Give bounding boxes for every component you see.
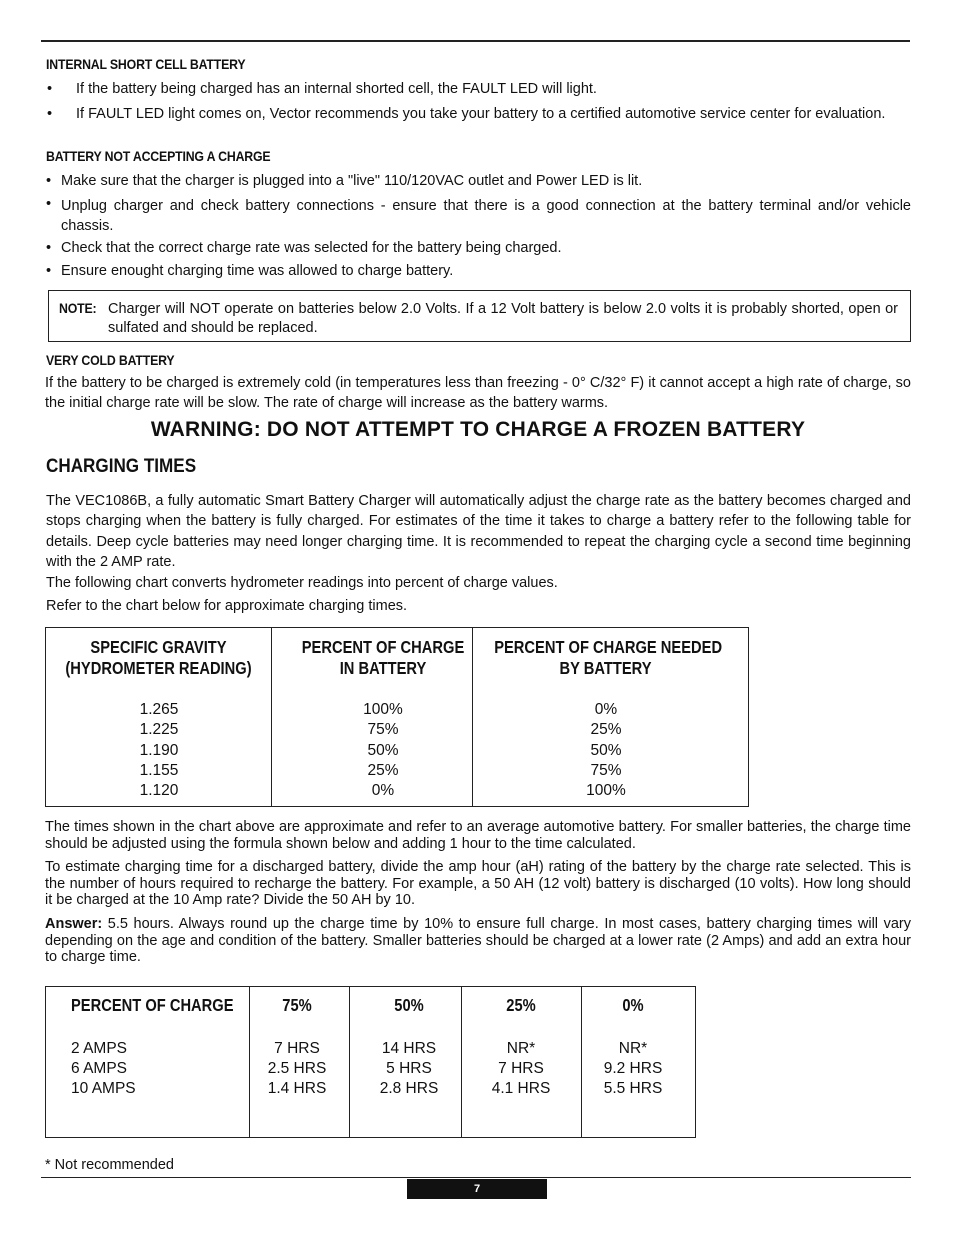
header-0: 0% [622,995,644,1015]
cold-heading: VERY COLD BATTERY [46,352,175,368]
table-cell: 25% [367,761,399,779]
note-text: Charger will NOT operate on batteries below 2.0 Volts. If a 12 Volt battery is below 2.0 volts it is probably shorted, open or sulfated and should be replaced. [108,301,898,336]
table-cell: 6 AMPS [71,1060,127,1077]
table-cell: 4.1 HRS [491,1080,551,1097]
table-cell: 2.5 HRS [267,1060,327,1077]
table-cell: 100% [586,782,626,800]
header-75: 75% [282,995,312,1015]
chart-refer-paragraph: Refer to the chart below for approximate charging times. [46,598,408,614]
table-cell: 50% [590,741,622,759]
bullet-dot: • [46,263,52,279]
header-percent-of-charge: PERCENT OF CHARGE [71,995,234,1015]
table-cell: NR* [618,1040,648,1057]
bullet-dot: • [47,106,53,122]
header-percent-charge: PERCENT OF CHARGE IN BATTERY [301,637,465,678]
table-cell: 5.5 HRS [603,1080,663,1097]
chart-intro-paragraph: The following chart converts hydrometer readings into percent of charge values. [46,575,558,591]
time-column-0 [588,1039,678,1099]
table-cell: 1.190 [139,741,179,759]
not-accepting-bullet-3: Check that the correct charge rate was selected for the battery being charged. [61,240,562,256]
table-cell: 7 HRS [498,1060,544,1077]
table-cell: 2.8 HRS [379,1080,439,1097]
footnote: * Not recommended [45,1157,174,1173]
charging-times-title: CHARGING TIMES [46,456,197,477]
bullet-dot: • [46,173,52,189]
table-cell: 100% [363,701,403,718]
table-cell: 1.155 [139,761,179,779]
header-50: 50% [394,995,424,1015]
estimate-paragraph: To estimate charging time for a discharged battery, divide the amp hour (aH) rating of the battery by the charge rate selected. This is the number of hours required to recharge the battery. For example, a 50 AH (12 volt) battery is discharged (10 volts). How long should it be charged at the 10 Amp rate? Divide the 50 AH by 10. [45,859,911,908]
table-cell: 14 HRS [381,1040,437,1057]
table-cell: 9.2 HRS [603,1060,663,1077]
table-cell: 25% [590,721,622,739]
answer-text: 5.5 hours. Always round up the charge time by 10% to ensure full charge. In most cases, battery charging times will vary depending on the age and condition of the battery. Smaller batteries should be charged at a lower rate (2 Amps) and add an extra hour to charge time. [45,916,911,965]
page-number: 7 [407,1179,547,1199]
table-divider [349,987,350,1137]
bullet-dot: • [46,240,52,256]
time-column-75 [252,1039,342,1099]
charging-times-paragraph: The VEC1086B, a fully automatic Smart Battery Charger will automatically adjust the charge rate as the battery becomes charged and stops charging when the battery is fully charged. For estimates of the time it takes to charge a battery refer to the following table for details. Deep cycle batteries may need longer charging time. It is recommended to repeat the charging cycle a second time beginning with the 2 AMP rate. [46,493,911,570]
table-cell: 2 AMPS [71,1040,127,1057]
percent-needed-column [556,700,656,801]
time-column-50 [364,1039,454,1099]
not-accepting-bullet-1: Make sure that the charger is plugged into a "live" 110/120VAC outlet and Power LED is lit. [61,173,643,189]
internal-short-heading: INTERNAL SHORT CELL BATTERY [46,56,246,72]
table-cell: 50% [367,741,399,759]
answer-paragraph [45,916,911,966]
table-cell: 75% [367,721,399,739]
table-cell: 10 AMPS [71,1080,136,1097]
not-accepting-bullet-2: Unplug charger and check battery connections - ensure that there is a good connection at the battery terminal and/or vehicle chassis. [61,198,911,234]
gravity-column [109,700,209,801]
bullet-dot: • [47,81,53,97]
note-label: NOTE: [59,300,97,316]
header-specific-gravity: SPECIFIC GRAVITY (HYDROMETER READING) [65,637,252,678]
table-divider [249,987,250,1137]
time-column-25 [476,1039,566,1099]
note-box [48,290,911,342]
table-cell: NR* [506,1040,536,1057]
not-accepting-bullet-4: Ensure enought charging time was allowed to charge battery. [61,263,454,279]
table-cell: 7 HRS [274,1040,320,1057]
cold-text: If the battery to be charged is extremely cold (in temperatures less than freezing - 0° C/32° F) it cannot accept a high rate of charge, so the initial charge rate will be slow. The rate of charge will increase as the battery warms. [45,375,911,411]
table-cell: 75% [590,761,622,779]
table-cell: 0% [594,701,618,718]
table-cell: 1.120 [139,782,179,800]
internal-short-bullet-2: If FAULT LED light comes on, Vector recommends you take your battery to a certified automotive service center for evaluation. [76,106,886,122]
bullet-dot: • [46,196,52,212]
frozen-battery-warning: WARNING: DO NOT ATTEMPT TO CHARGE A FROZEN BATTERY [150,418,806,441]
top-rule [41,40,910,42]
approximate-times-paragraph: The times shown in the chart above are approximate and refer to an average automotive battery. For smaller batteries, the charge time should be adjusted using the formula shown below and adding 1 hour to the time calculated. [45,819,911,852]
table-cell: 1.225 [139,721,179,739]
header-percent-needed: PERCENT OF CHARGE NEEDED BY BATTERY [494,637,723,678]
internal-short-bullet-1: If the battery being charged has an internal shorted cell, the FAULT LED will light. [76,81,597,97]
header-25: 25% [506,995,536,1015]
table-divider [461,987,462,1137]
table-cell: 1.265 [139,701,179,718]
answer-label: Answer: [45,916,103,932]
table-cell: 1.4 HRS [267,1080,327,1097]
rate-column [71,1039,136,1099]
table-divider [581,987,582,1137]
bottom-rule [41,1177,911,1178]
table-divider [271,628,272,806]
not-accepting-heading: BATTERY NOT ACCEPTING A CHARGE [46,148,271,164]
specific-gravity-table [45,627,749,807]
charge-time-table [45,986,696,1138]
table-cell: 5 HRS [386,1060,432,1077]
percent-charge-column [333,700,433,801]
table-cell: 0% [371,782,395,800]
